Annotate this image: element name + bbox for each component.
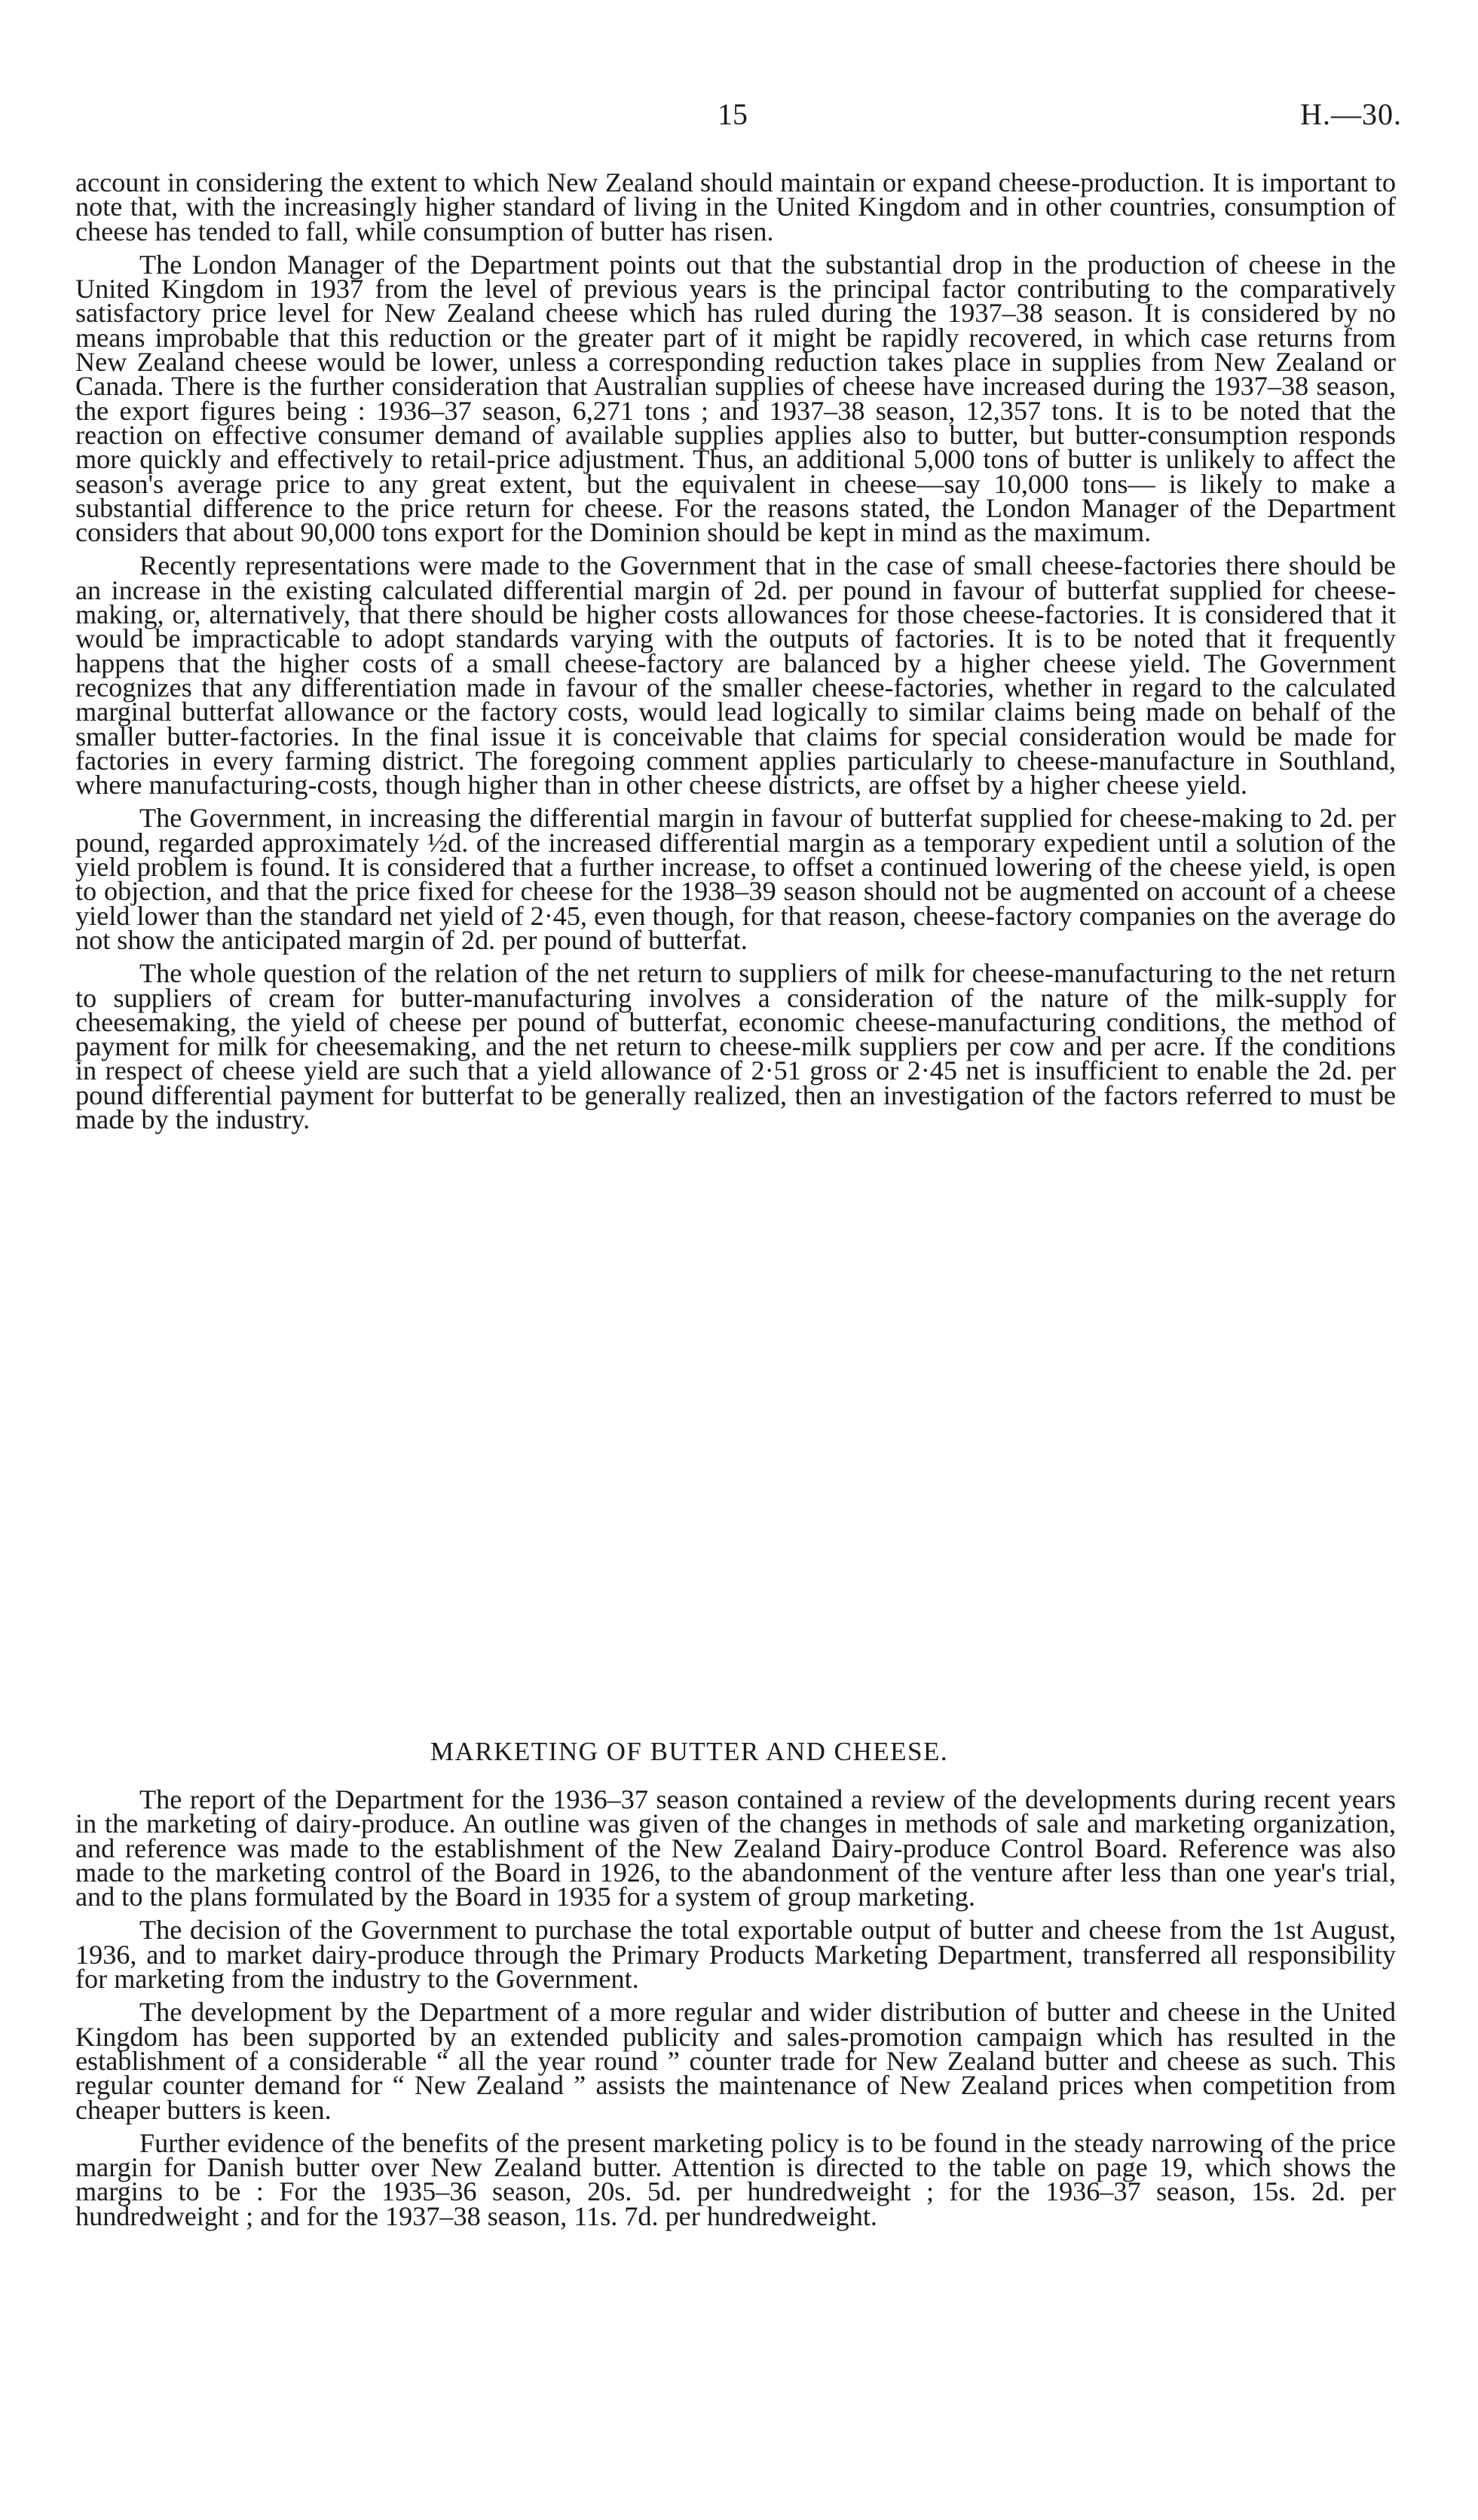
page-header [75, 96, 1402, 134]
section-heading-text: MARKETING OF BUTTER AND CHEESE. [430, 1737, 949, 1766]
paragraph: Recently representations were made to the Government that in the case of small cheese-factories there should be an increase in the existing calculated differential margin of 2d. per pound in favour of butterfat supplied for cheese-making, or, alternatively, that there should be higher costs allowances for those cheese-factories. It is considered that it would be impracticable to adopt standards varying with the outputs of factories. It is to be noted that it frequently happens that the higher costs of a small cheese-factory are balanced by a higher cheese yield. The Government recognizes that any differentiation made in favour of the smaller cheese-factories, whether in regard to the calculated marginal butterfat allowance or the factory costs, would lead logically to similar claims being made on behalf of the smaller butter-factories. In the final issue it is conceivable that claims for special consideration would be made for factories in every farming district. The foregoing comment applies particularly to cheese-manufacture in Southland, where manufacturing-costs, though higher than in other cheese districts, are offset by a higher cheese yield. [75, 550, 1396, 801]
paragraph: account in considering the extent to which New Zealand should maintain or expand cheese-production. It is important to note that, with the increasingly higher standard of living in the United Kingdom and in other countries, consumption of cheese has tended to fall, while consumption of butter has risen. [75, 167, 1396, 246]
document-reference: H.—30. [1300, 97, 1402, 131]
paragraph: The London Manager of the Department points out that the substantial drop in the production of cheese in the United Kingdom in 1937 from the level of previous years is the principal factor contributing to the comparatively satisfactory price level for New Zealand cheese which has ruled during the 1937–38 season. It is considered by no means improbable that this reduction or the greater part of it might be rapidly recovered, in which case returns from New Zealand cheese would be lower, unless a corresponding reduction takes place in supplies from New Zealand or Canada. There is the further consideration that Australian supplies of cheese have increased during the 1937–38 season, the export figures being : 1936–37 season, 6,271 tons ; and 1937–38 season, 12,357 tons. It is to be noted that the reaction on effective consumer demand of available supplies applies also to butter, but butter-consumption responds more quickly and effectively to retail-price adjustment. Thus, an additional 5,000 tons of butter is unlikely to affect the season's average price to any great extent, but the equivalent in cheese—say 10,000 tons— is likely to make a substantial difference to the price return for cheese. For the reasons stated, the London Manager of the Department considers that about 90,000 tons export for the Dominion should be kept in mind as the maximum. [75, 249, 1396, 548]
paragraph: The decision of the Government to purchase the total exportable output of butter and cheese from the 1st August, 1936, and to market dairy-produce through the Primary Products Marketing Department, transferred all responsibility for marketing from the industry to the Government. [75, 1915, 1396, 1995]
paragraph: The report of the Department for the 1936–37 season contained a review of the developments during recent years in the marketing of dairy-produce. An outline was given of the changes in methods of sale and marketing organization, and reference was made to the establishment of the New Zealand Dairy-produce Control Board. Reference was also made to the marketing control of the Board in 1926, to the abandonment of the venture after less than one year's trial, and to the plans formulated by the Board in 1935 for a system of group marketing. [75, 1784, 1396, 1912]
paragraph: The Government, in increasing the differential margin in favour of butterfat supplied for cheese-making to 2d. per pound, regarded approximately ½d. of the increased differential margin as a temporary expedient until a solution of the yield problem is found. It is considered that a further increase, to offset a continued lowering of the cheese yield, is open to objection, and that the price fixed for cheese for the 1938–39 season should not be augmented on account of a cheese yield lower than the standard net yield of 2·45, even though, for that reason, cheese-factory companies on the average do not show the anticipated margin of 2d. per pound of butterfat. [75, 803, 1396, 955]
section-dairy-production-text [75, 167, 1396, 1141]
section-marketing-text [75, 1784, 1396, 2237]
page-number: 15 [718, 97, 748, 131]
section-heading [0, 1737, 1478, 1767]
paragraph: The development by the Department of a more regular and wider distribution of butter and cheese in the United Kingdom has been supported by an extended publicity and sales-promotion campaign which has resulted in the establishment of a considerable “ all the year round ” counter trade for New Zealand butter and cheese as such. This regular counter demand for “ New Zealand ” assists the maintenance of New Zealand prices when competition from cheaper butters is keen. [75, 1997, 1396, 2125]
paragraph: Further evidence of the benefits of the present marketing policy is to be found in the steady narrowing of the price margin for Danish butter over New Zealand butter. Attention is directed to the table on page 19, which shows the margins to be : For the 1935–36 season, 20s. 5d. per hundredweight ; for the 1936–37 season, 15s. 2d. per hundredweight ; and for the 1937–38 season, 11s. 7d. per hundredweight. [75, 2127, 1396, 2231]
paragraph: The whole question of the relation of the net return to suppliers of milk for cheese-manufacturing to the net return to suppliers of cream for butter-manufacturing involves a consideration of the nature of the milk-supply for cheesemaking, the yield of cheese per pound of butterfat, economic cheese-manufacturing conditions, the method of payment for milk for cheesemaking, and the net return to cheese-milk suppliers per cow and per acre. If the conditions in respect of cheese yield are such that a yield allowance of 2·51 gross or 2·45 net is insufficient to enable the 2d. per pound differential payment for butterfat to be generally realized, then an investigation of the factors referred to must be made by the industry. [75, 958, 1396, 1134]
